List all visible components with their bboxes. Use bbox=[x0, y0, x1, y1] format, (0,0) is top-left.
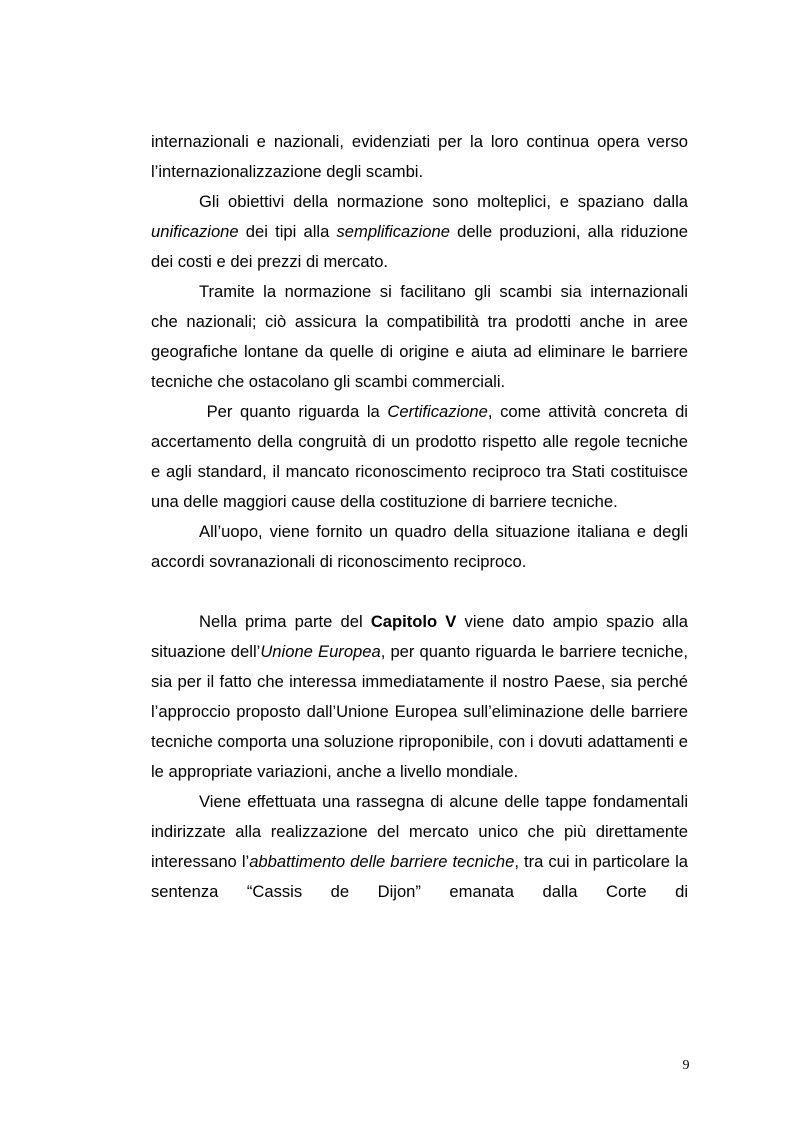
paragraph-6: Nella prima parte del Capitolo V viene dato ampio spazio alla situazione dell’Unione Europea, per quanto riguarda le barriere tecniche, sia per il fatto che interessa immediatamente il nostro Paese, sia perché l’approccio proposto dall’Unione Europea sull’eliminazione delle barriere tecniche comporta una soluzione riproponibile, con i dovuti adattamenti e le appropriate variazioni, anche a livello mondiale. bbox=[151, 612, 689, 781]
paragraph-2: Gli obiettivi della normazione sono molteplici, e spaziano dalla unificazione dei tipi alla semplificazione delle produzioni, alla riduzione dei costi e dei prezzi di mercato. bbox=[151, 192, 688, 271]
page-number: 9 bbox=[682, 1058, 690, 1073]
paragraph-gap bbox=[151, 577, 688, 607]
paragraph-3: Tramite la normazione si facilitano gli scambi sia internazionali che nazionali; ciò assicura la compatibilità tra prodotti anche in aree geografiche lontane da quelle di origine e aiuta ad eliminare le barriere tecniche che ostacolano gli scambi commerciali. bbox=[151, 282, 688, 391]
paragraph-7: Viene effettuata una rassegna di alcune delle tappe fondamentali indirizzate alla realizzazione del mercato unico che più direttamente interessano l’abbattimento delle barriere tecniche, tra cui in particolare la sentenza “Cassis de Dijon” emanata dalla Corte di bbox=[151, 792, 688, 901]
paragraph-5: All’uopo, viene fornito un quadro della situazione italiana e degli accordi sovranazionali di riconoscimento reciproco. bbox=[151, 522, 688, 571]
paragraph-4: Per quanto riguarda la Certificazione, come attività concreta di accertamento della congruità di un prodotto rispetto alle regole tecniche e agli standard, il mancato riconoscimento reciproco tra Stati costituisce una delle maggiori cause della costituzione di barriere tecniche. bbox=[151, 402, 688, 511]
page-body bbox=[151, 127, 688, 907]
paragraph-1: internazionali e nazionali, evidenziati per la loro continua opera verso l’internazionalizzazione degli scambi. bbox=[151, 132, 688, 181]
